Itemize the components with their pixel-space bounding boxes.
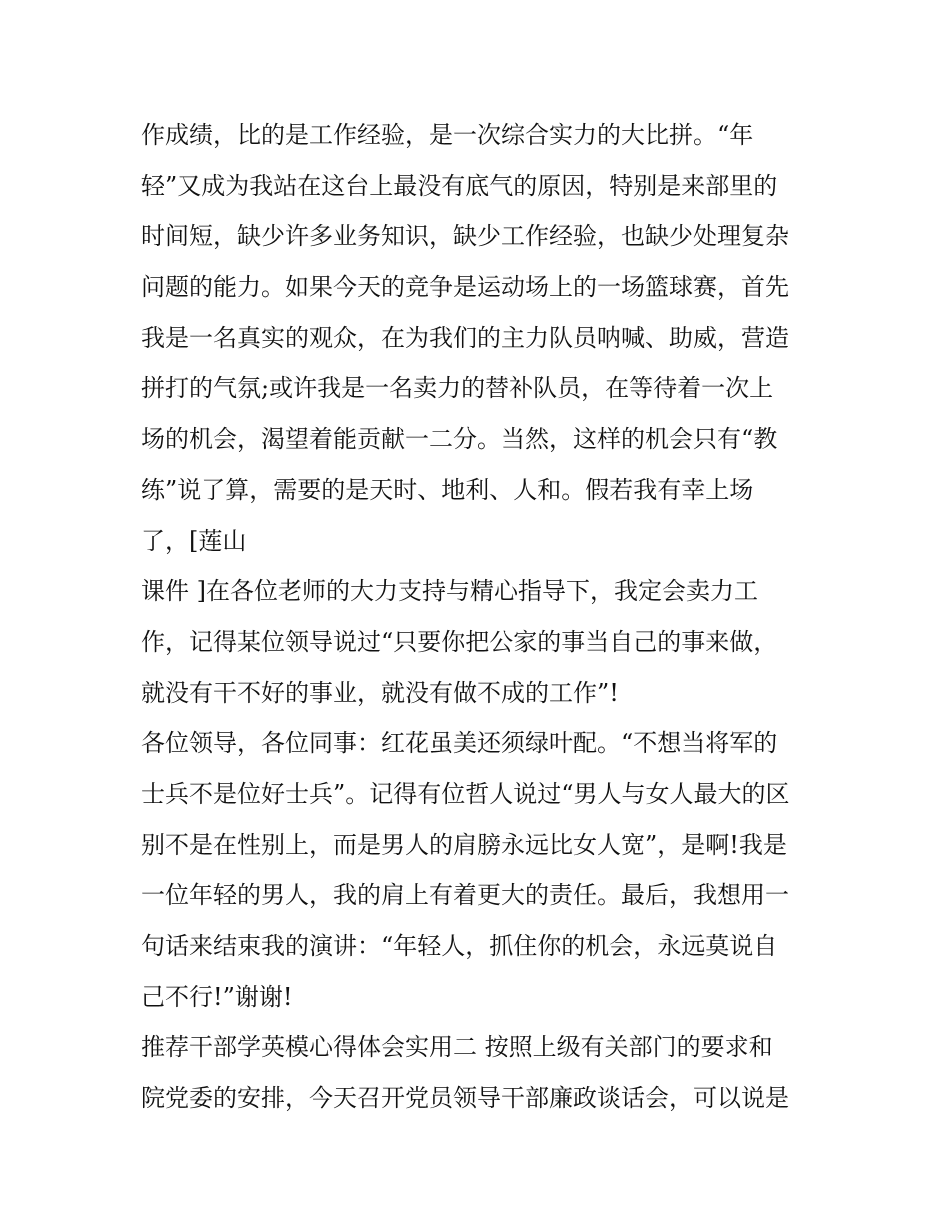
text-line: 了，[莲山 [141,526,247,555]
text-line: 别不是在性别上，而是男人的肩膀永远比女人宽”，是啊!我是 [141,830,787,859]
text-line: 轻”又成为我站在这台上最没有底气的原因，特别是来部里的 [141,171,778,200]
text-line: 作，记得某位领导说过“只要你把公家的事当自己的事来做， [141,627,778,656]
text-line: 就没有干不好的事业，就没有做不成的工作”! [141,678,619,707]
text-line: 练”说了算，需要的是天时、地利、人和。假若我有幸上场 [141,475,754,504]
body-text [141,110,821,1124]
text-line: 我是一名真实的观众，在为我们的主力队员呐喊、助威，营造 [141,323,789,352]
text-line: 己不行!”谢谢! [141,982,293,1011]
text-line: 院党委的安排，今天召开党员领导干部廉政谈话会，可以说是 [141,1084,789,1113]
text-line: 时间短，缺少许多业务知识，缺少工作经验，也缺少处理复杂 [141,222,789,251]
text-line: 一位年轻的男人，我的肩上有着更大的责任。最后，我想用一 [141,881,789,910]
text-line: 句话来结束我的演讲：“年轻人，抓住你的机会，永远莫说自 [141,932,778,960]
text-line: 作成绩，比的是工作经验，是一次综合实力的大比拼。“年 [141,121,754,149]
text-line: 场的机会，渴望着能贡献一二分。当然，这样的机会只有“教 [141,425,778,454]
text-line: 课件 ]在各位老师的大力支持与精心指导下，我定会卖力工 [141,577,758,606]
text-line: 推荐干部学英模心得体会实用二 按照上级有关部门的要求和 [141,1033,773,1062]
text-line: 拼打的气氛;或许我是一名卖力的替补队员，在等待着一次上 [141,374,774,403]
text-line: 各位领导，各位同事：红花虽美还须绿叶配。“不想当将军的 [141,729,778,758]
text-line: 问题的能力。如果今天的竞争是运动场上的一场篮球赛，首先 [141,273,789,302]
text-line: 士兵不是位好士兵”。记得有位哲人说过“男人与女人最大的区 [141,779,790,808]
